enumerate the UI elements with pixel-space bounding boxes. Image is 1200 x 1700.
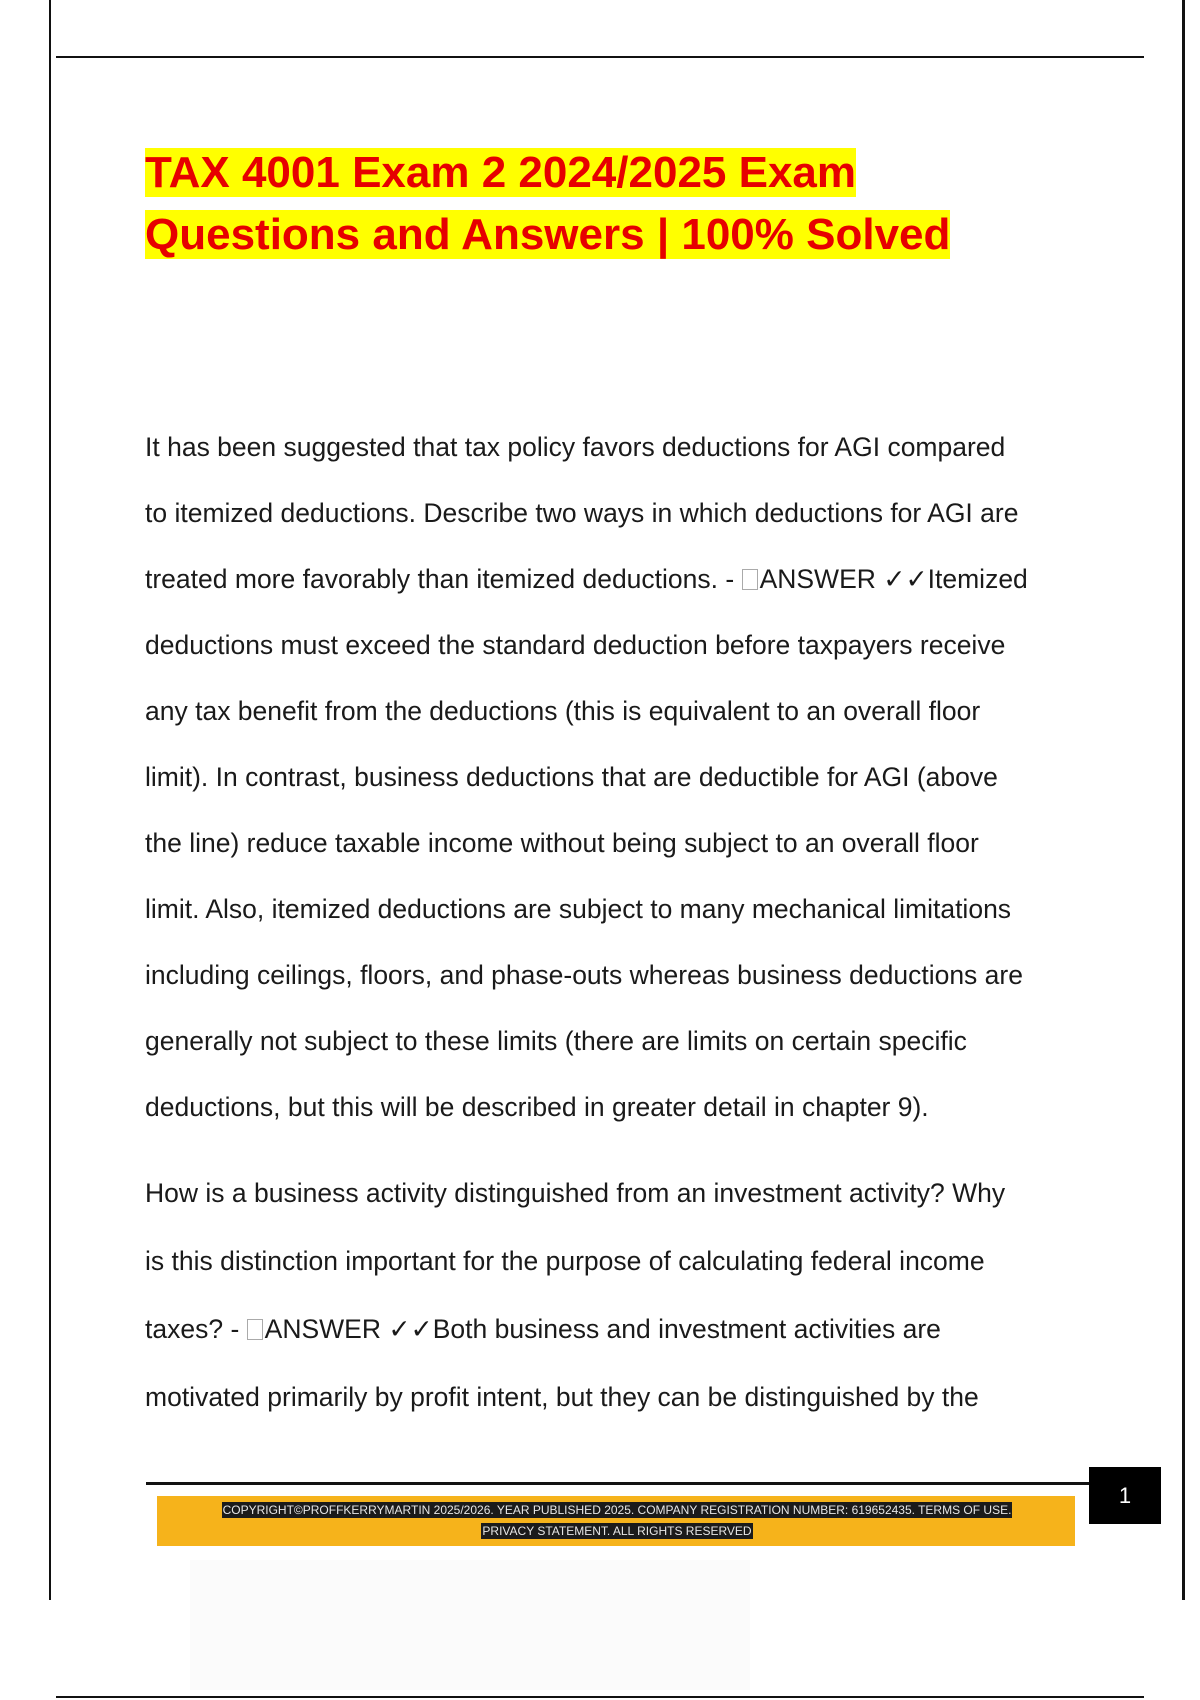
copyright-notice — [162, 1500, 1072, 1542]
text-line — [145, 546, 1105, 612]
scan-artifact — [190, 1560, 750, 1690]
missing-glyph-icon — [247, 1319, 263, 1340]
footer-rule — [146, 1482, 1089, 1485]
page-border-right — [1182, 0, 1185, 1600]
text-line: to itemized deductions. Describe two ways in which deductions for AGI are — [145, 498, 1019, 528]
text-line: limit). In contrast, business deductions that are deductible for AGI (above — [145, 762, 998, 792]
text-line: the line) reduce taxable income without being subject to an overall floor — [145, 828, 979, 858]
title-line-2: Questions and Answers | 100% Solved — [145, 210, 951, 259]
text-line: How is a business activity distinguished from an investment activity? Why — [145, 1178, 1006, 1208]
header-rule — [56, 56, 1144, 58]
document-title — [145, 142, 1105, 266]
question-end-text: taxes? - — [145, 1314, 247, 1344]
text-line: It has been suggested that tax policy favors deductions for AGI compared — [145, 432, 1006, 462]
text-line: any tax benefit from the deductions (this is equivalent to an overall floor — [145, 696, 981, 726]
missing-glyph-icon — [742, 569, 758, 590]
question-answer-2 — [145, 1159, 1105, 1431]
next-page-rule — [56, 1696, 1144, 1698]
text-line: deductions must exceed the standard deduction before taxpayers receive — [145, 630, 1006, 660]
text-line: deductions, but this will be described in greater detail in chapter 9). — [145, 1092, 929, 1122]
text-line: generally not subject to these limits (there are limits on certain specific — [145, 1026, 967, 1056]
text-line: motivated primarily by profit intent, but they can be distinguished by the — [145, 1382, 979, 1412]
page-number-badge: 1 — [1089, 1467, 1161, 1524]
question-end-text: treated more favorably than itemized deductions. - — [145, 564, 742, 594]
text-line: including ceilings, floors, and phase-outs whereas business deductions are — [145, 960, 1023, 990]
text-line — [145, 1295, 1105, 1363]
text-line: limit. Also, itemized deductions are subject to many mechanical limitations — [145, 894, 1012, 924]
title-line-1: TAX 4001 Exam 2 2024/2025 Exam — [145, 148, 857, 197]
copyright-line-1: COPYRIGHT©PROFFKERRYMARTIN 2025/2026. YEAR PUBLISHED 2025. COMPANY REGISTRATION NUMBER: 619652435. TERMS OF USE. — [222, 1503, 1012, 1517]
copyright-line-2: PRIVACY STATEMENT. ALL RIGHTS RESERVED — [482, 1524, 752, 1538]
question-answer-1 — [145, 414, 1105, 1140]
page-border-left — [49, 0, 51, 1600]
answer-start-text: ANSWER ✓✓Itemized — [759, 564, 1028, 594]
answer-start-text: ANSWER ✓✓Both business and investment activities are — [264, 1314, 941, 1344]
text-line: is this distinction important for the purpose of calculating federal income — [145, 1246, 985, 1276]
